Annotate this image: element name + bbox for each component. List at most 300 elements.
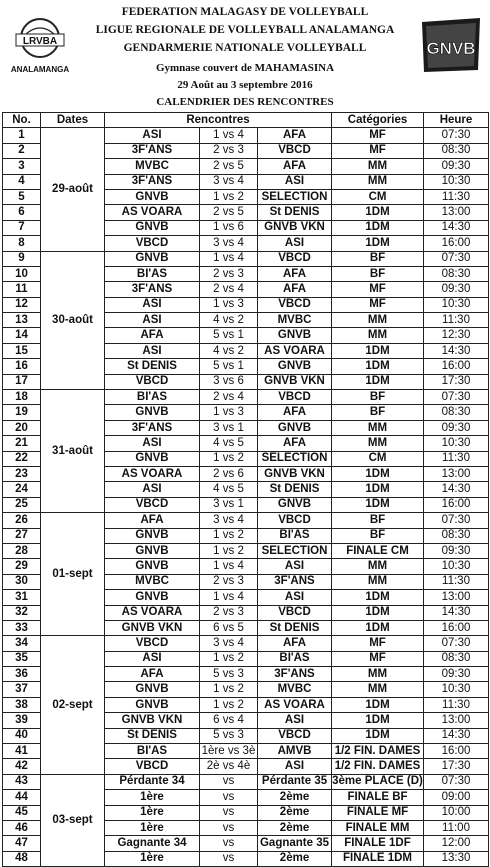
home-team: AS VOARA <box>105 466 200 481</box>
match-category: 1DM <box>332 220 424 235</box>
match-number: 44 <box>3 790 41 805</box>
home-team: AS VOARA <box>105 605 200 620</box>
match-number: 13 <box>3 313 41 328</box>
match-time: 09:00 <box>424 790 489 805</box>
away-team: MVBC <box>258 682 332 697</box>
match-time: 16:00 <box>424 497 489 512</box>
match-number: 33 <box>3 620 41 635</box>
match-time: 11:30 <box>424 697 489 712</box>
match-number: 5 <box>3 189 41 204</box>
home-team: GNVB <box>105 451 200 466</box>
match-number: 39 <box>3 713 41 728</box>
home-team: VBCD <box>105 236 200 251</box>
match-number: 24 <box>3 482 41 497</box>
match-number: 11 <box>3 282 41 297</box>
match-time: 16:00 <box>424 236 489 251</box>
away-team: ASI <box>258 559 332 574</box>
match-date: 31-août <box>41 390 105 513</box>
away-team: VBCD <box>258 143 332 158</box>
match-score: 2 vs 3 <box>200 574 258 589</box>
home-team: GNVB <box>105 590 200 605</box>
match-time: 08:30 <box>424 405 489 420</box>
home-team: AS VOARA <box>105 205 200 220</box>
match-score: 1 vs 2 <box>200 651 258 666</box>
match-score: 1 vs 4 <box>200 251 258 266</box>
home-team: VBCD <box>105 374 200 389</box>
away-team: MVBC <box>258 313 332 328</box>
match-time: 12:00 <box>424 836 489 851</box>
match-number: 46 <box>3 820 41 835</box>
match-category: BF <box>332 405 424 420</box>
home-team: VBCD <box>105 636 200 651</box>
match-category: FINALE 1DM <box>332 851 424 866</box>
match-date: 29-août <box>41 128 105 251</box>
match-number: 40 <box>3 728 41 743</box>
away-team: AS VOARA <box>258 343 332 358</box>
away-team: AFA <box>258 159 332 174</box>
match-time: 17:30 <box>424 759 489 774</box>
match-number: 9 <box>3 251 41 266</box>
away-team: VBCD <box>258 390 332 405</box>
match-time: 13:00 <box>424 590 489 605</box>
away-team: ASI <box>258 174 332 189</box>
match-score: 1 vs 4 <box>200 559 258 574</box>
match-time: 16:00 <box>424 744 489 759</box>
away-team: GNVB VKN <box>258 466 332 481</box>
table-row <box>3 128 489 143</box>
home-team: BI'AS <box>105 744 200 759</box>
document-header <box>0 0 490 112</box>
away-team: VBCD <box>258 728 332 743</box>
gnvb-logo-text: GNVB <box>426 39 476 58</box>
away-team: AS VOARA <box>258 697 332 712</box>
match-number: 35 <box>3 651 41 666</box>
match-category: BF <box>332 528 424 543</box>
match-time: 08:30 <box>424 651 489 666</box>
header-gendarmerie: GENDARMERIE NATIONALE VOLLEYBALL <box>123 42 367 54</box>
match-category: MM <box>332 436 424 451</box>
match-number: 47 <box>3 836 41 851</box>
away-team: SELECTION <box>258 543 332 558</box>
match-number: 14 <box>3 328 41 343</box>
match-time: 08:30 <box>424 528 489 543</box>
home-team: 3F'ANS <box>105 420 200 435</box>
match-score: 1 vs 3 <box>200 297 258 312</box>
match-category: 1DM <box>332 205 424 220</box>
match-score: 2 vs 3 <box>200 605 258 620</box>
match-number: 16 <box>3 359 41 374</box>
match-number: 3 <box>3 159 41 174</box>
home-team: BI'AS <box>105 266 200 281</box>
col-header-categories: Catégories <box>332 113 424 128</box>
match-category: MM <box>332 420 424 435</box>
match-score: 1 vs 4 <box>200 590 258 605</box>
table-row <box>3 774 489 789</box>
match-score: 3 vs 4 <box>200 174 258 189</box>
away-team: GNVB <box>258 497 332 512</box>
match-score: 1ère vs 3è <box>200 744 258 759</box>
match-number: 36 <box>3 667 41 682</box>
match-number: 48 <box>3 851 41 866</box>
match-category: 1DM <box>332 605 424 620</box>
match-score: 2 vs 4 <box>200 390 258 405</box>
match-time: 16:00 <box>424 620 489 635</box>
match-category: MM <box>332 159 424 174</box>
match-score: 3 vs 1 <box>200 497 258 512</box>
match-number: 31 <box>3 590 41 605</box>
match-category: 1DM <box>332 728 424 743</box>
header-calendar-title: CALENDRIER DES RENCONTRES <box>156 96 334 108</box>
away-team: AMVB <box>258 744 332 759</box>
match-time: 11:30 <box>424 451 489 466</box>
home-team: GNVB <box>105 543 200 558</box>
match-category: CM <box>332 189 424 204</box>
away-team: GNVB VKN <box>258 374 332 389</box>
match-number: 22 <box>3 451 41 466</box>
match-time: 14:30 <box>424 343 489 358</box>
away-team: 2ème <box>258 851 332 866</box>
match-category: MF <box>332 128 424 143</box>
match-score: 1 vs 2 <box>200 697 258 712</box>
match-score: 5 vs 3 <box>200 728 258 743</box>
col-header-no: No. <box>3 113 41 128</box>
match-time: 13:00 <box>424 713 489 728</box>
match-category: 1DM <box>332 713 424 728</box>
match-date: 03-sept <box>41 774 105 866</box>
match-number: 37 <box>3 682 41 697</box>
match-number: 41 <box>3 744 41 759</box>
home-team: 1ère <box>105 790 200 805</box>
match-score: 3 vs 6 <box>200 374 258 389</box>
match-time: 13:30 <box>424 851 489 866</box>
home-team: GNVB VKN <box>105 713 200 728</box>
match-category: 1DM <box>332 236 424 251</box>
home-team: BI'AS <box>105 390 200 405</box>
match-time: 17:30 <box>424 374 489 389</box>
match-category: FINALE 1DF <box>332 836 424 851</box>
home-team: GNVB <box>105 559 200 574</box>
match-time: 11:30 <box>424 189 489 204</box>
match-category: 1DM <box>332 343 424 358</box>
match-number: 8 <box>3 236 41 251</box>
match-time: 07:30 <box>424 636 489 651</box>
match-number: 20 <box>3 420 41 435</box>
match-category: 1DM <box>332 359 424 374</box>
match-category: MF <box>332 297 424 312</box>
lrvba-logo-text: LRVBA <box>22 36 58 47</box>
match-category: BF <box>332 513 424 528</box>
home-team: 1ère <box>105 851 200 866</box>
match-score: vs <box>200 820 258 835</box>
match-number: 23 <box>3 466 41 481</box>
home-team: Pérdante 34 <box>105 774 200 789</box>
match-time: 10:00 <box>424 805 489 820</box>
match-category: 1/2 FIN. DAMES <box>332 744 424 759</box>
match-number: 45 <box>3 805 41 820</box>
match-category: MM <box>332 682 424 697</box>
match-score: 3 vs 4 <box>200 513 258 528</box>
match-time: 10:30 <box>424 297 489 312</box>
home-team: Gagnante 34 <box>105 836 200 851</box>
match-time: 09:30 <box>424 282 489 297</box>
home-team: ASI <box>105 482 200 497</box>
away-team: AFA <box>258 266 332 281</box>
home-team: VBCD <box>105 497 200 512</box>
match-score: 2è vs 4è <box>200 759 258 774</box>
away-team: VBCD <box>258 297 332 312</box>
away-team: 3F'ANS <box>258 667 332 682</box>
match-category: 3ème PLACE (D) <box>332 774 424 789</box>
match-number: 4 <box>3 174 41 189</box>
home-team: VBCD <box>105 759 200 774</box>
match-time: 07:30 <box>424 128 489 143</box>
match-category: MM <box>332 313 424 328</box>
away-team: Pérdante 35 <box>258 774 332 789</box>
home-team: ASI <box>105 297 200 312</box>
away-team: GNVB <box>258 420 332 435</box>
table-row <box>3 636 489 651</box>
match-score: 1 vs 2 <box>200 451 258 466</box>
match-score: 2 vs 4 <box>200 282 258 297</box>
match-number: 7 <box>3 220 41 235</box>
match-category: MM <box>332 667 424 682</box>
match-time: 12:30 <box>424 328 489 343</box>
match-number: 27 <box>3 528 41 543</box>
match-number: 18 <box>3 390 41 405</box>
match-score: 1 vs 2 <box>200 543 258 558</box>
away-team: AFA <box>258 436 332 451</box>
match-time: 09:30 <box>424 543 489 558</box>
home-team: 1ère <box>105 805 200 820</box>
match-score: 1 vs 2 <box>200 528 258 543</box>
match-score: 6 vs 5 <box>200 620 258 635</box>
home-team: St DENIS <box>105 359 200 374</box>
match-time: 08:30 <box>424 266 489 281</box>
home-team: ASI <box>105 128 200 143</box>
match-category: FINALE MF <box>332 805 424 820</box>
match-score: 2 vs 3 <box>200 143 258 158</box>
col-header-rencontres: Rencontres <box>105 113 332 128</box>
match-category: 1DM <box>332 697 424 712</box>
match-category: MM <box>332 174 424 189</box>
match-category: MM <box>332 559 424 574</box>
match-category: MM <box>332 574 424 589</box>
away-team: AFA <box>258 128 332 143</box>
match-number: 19 <box>3 405 41 420</box>
table-row <box>3 251 489 266</box>
match-score: 1 vs 4 <box>200 128 258 143</box>
match-category: MF <box>332 651 424 666</box>
home-team: GNVB <box>105 405 200 420</box>
match-score: 1 vs 6 <box>200 220 258 235</box>
match-score: 1 vs 3 <box>200 405 258 420</box>
match-category: 1DM <box>332 620 424 635</box>
header-dates: 29 Août au 3 septembre 2016 <box>177 79 313 91</box>
match-number: 25 <box>3 497 41 512</box>
match-score: vs <box>200 790 258 805</box>
match-score: 4 vs 2 <box>200 313 258 328</box>
match-score: 3 vs 1 <box>200 420 258 435</box>
match-time: 07:30 <box>424 251 489 266</box>
match-time: 10:30 <box>424 174 489 189</box>
match-number: 29 <box>3 559 41 574</box>
match-category: FINALE MM <box>332 820 424 835</box>
match-time: 11:30 <box>424 313 489 328</box>
match-number: 32 <box>3 605 41 620</box>
match-time: 09:30 <box>424 420 489 435</box>
header-federation: FEDERATION MALAGASY DE VOLLEYBALL <box>121 6 369 18</box>
match-score: 5 vs 1 <box>200 328 258 343</box>
away-team: VBCD <box>258 605 332 620</box>
match-score: 2 vs 3 <box>200 266 258 281</box>
match-number: 30 <box>3 574 41 589</box>
home-team: ASI <box>105 651 200 666</box>
lrvba-logo-subtext: ANALAMANGA <box>10 65 70 74</box>
match-time: 13:00 <box>424 466 489 481</box>
match-time: 13:00 <box>424 205 489 220</box>
home-team: GNVB <box>105 189 200 204</box>
away-team: 2ème <box>258 820 332 835</box>
match-time: 14:30 <box>424 220 489 235</box>
away-team: SELECTION <box>258 451 332 466</box>
match-number: 6 <box>3 205 41 220</box>
away-team: BI'AS <box>258 528 332 543</box>
away-team: AFA <box>258 636 332 651</box>
away-team: AFA <box>258 405 332 420</box>
home-team: St DENIS <box>105 728 200 743</box>
match-time: 11:30 <box>424 574 489 589</box>
match-time: 09:30 <box>424 667 489 682</box>
match-category: MF <box>332 143 424 158</box>
match-score: 3 vs 4 <box>200 636 258 651</box>
home-team: 3F'ANS <box>105 174 200 189</box>
match-score: 2 vs 6 <box>200 466 258 481</box>
away-team: Gagnante 35 <box>258 836 332 851</box>
match-score: vs <box>200 805 258 820</box>
home-team: AFA <box>105 667 200 682</box>
match-score: 4 vs 5 <box>200 436 258 451</box>
match-score: 5 vs 3 <box>200 667 258 682</box>
away-team: ASI <box>258 713 332 728</box>
match-time: 16:00 <box>424 359 489 374</box>
home-team: MVBC <box>105 574 200 589</box>
match-number: 28 <box>3 543 41 558</box>
col-header-dates: Dates <box>41 113 105 128</box>
match-score: 1 vs 2 <box>200 189 258 204</box>
away-team: 3F'ANS <box>258 574 332 589</box>
match-time: 14:30 <box>424 605 489 620</box>
match-category: MF <box>332 282 424 297</box>
match-category: 1DM <box>332 482 424 497</box>
away-team: GNVB <box>258 328 332 343</box>
match-date: 01-sept <box>41 513 105 636</box>
match-time: 10:30 <box>424 559 489 574</box>
home-team: GNVB <box>105 220 200 235</box>
match-score: 1 vs 2 <box>200 682 258 697</box>
home-team: MVBC <box>105 159 200 174</box>
away-team: ASI <box>258 759 332 774</box>
match-time: 07:30 <box>424 513 489 528</box>
home-team: 3F'ANS <box>105 143 200 158</box>
gnvb-logo <box>418 14 484 76</box>
match-category: 1DM <box>332 497 424 512</box>
away-team: St DENIS <box>258 205 332 220</box>
match-category: FINALE CM <box>332 543 424 558</box>
match-date: 02-sept <box>41 636 105 775</box>
match-category: FINALE BF <box>332 790 424 805</box>
match-score: 6 vs 4 <box>200 713 258 728</box>
match-category: CM <box>332 451 424 466</box>
away-team: SELECTION <box>258 189 332 204</box>
match-time: 07:30 <box>424 390 489 405</box>
table-row <box>3 513 489 528</box>
match-category: MM <box>332 328 424 343</box>
match-score: 3 vs 4 <box>200 236 258 251</box>
match-score: 2 vs 5 <box>200 159 258 174</box>
match-category: BF <box>332 390 424 405</box>
away-team: VBCD <box>258 513 332 528</box>
away-team: GNVB <box>258 359 332 374</box>
away-team: VBCD <box>258 251 332 266</box>
away-team: 2ème <box>258 790 332 805</box>
match-time: 14:30 <box>424 482 489 497</box>
match-score: 5 vs 1 <box>200 359 258 374</box>
away-team: 2ème <box>258 805 332 820</box>
match-number: 10 <box>3 266 41 281</box>
match-score: 4 vs 2 <box>200 343 258 358</box>
away-team: St DENIS <box>258 620 332 635</box>
away-team: AFA <box>258 282 332 297</box>
match-category: 1DM <box>332 466 424 481</box>
home-team: ASI <box>105 343 200 358</box>
home-team: AFA <box>105 513 200 528</box>
match-time: 08:30 <box>424 143 489 158</box>
away-team: ASI <box>258 590 332 605</box>
header-ligue: LIGUE REGIONALE DE VOLLEYBALL ANALAMANGA <box>95 24 395 36</box>
match-number: 17 <box>3 374 41 389</box>
match-category: 1DM <box>332 590 424 605</box>
match-time: 09:30 <box>424 159 489 174</box>
home-team: GNVB VKN <box>105 620 200 635</box>
home-team: GNVB <box>105 528 200 543</box>
match-time: 10:30 <box>424 436 489 451</box>
match-number: 21 <box>3 436 41 451</box>
match-time: 10:30 <box>424 682 489 697</box>
home-team: GNVB <box>105 697 200 712</box>
match-number: 34 <box>3 636 41 651</box>
match-number: 12 <box>3 297 41 312</box>
away-team: ASI <box>258 236 332 251</box>
home-team: AFA <box>105 328 200 343</box>
home-team: ASI <box>105 313 200 328</box>
away-team: BI'AS <box>258 651 332 666</box>
match-category: BF <box>332 251 424 266</box>
match-score: 4 vs 5 <box>200 482 258 497</box>
match-time: 07:30 <box>424 774 489 789</box>
home-team: 3F'ANS <box>105 282 200 297</box>
match-time: 11:00 <box>424 820 489 835</box>
home-team: GNVB <box>105 251 200 266</box>
home-team: ASI <box>105 436 200 451</box>
match-number: 26 <box>3 513 41 528</box>
home-team: GNVB <box>105 682 200 697</box>
away-team: St DENIS <box>258 482 332 497</box>
match-category: BF <box>332 266 424 281</box>
header-venue: Gymnase couvert de MAHAMASINA <box>155 62 335 74</box>
table-header-row <box>3 113 489 128</box>
match-score: 2 vs 5 <box>200 205 258 220</box>
schedule-body <box>3 128 489 867</box>
